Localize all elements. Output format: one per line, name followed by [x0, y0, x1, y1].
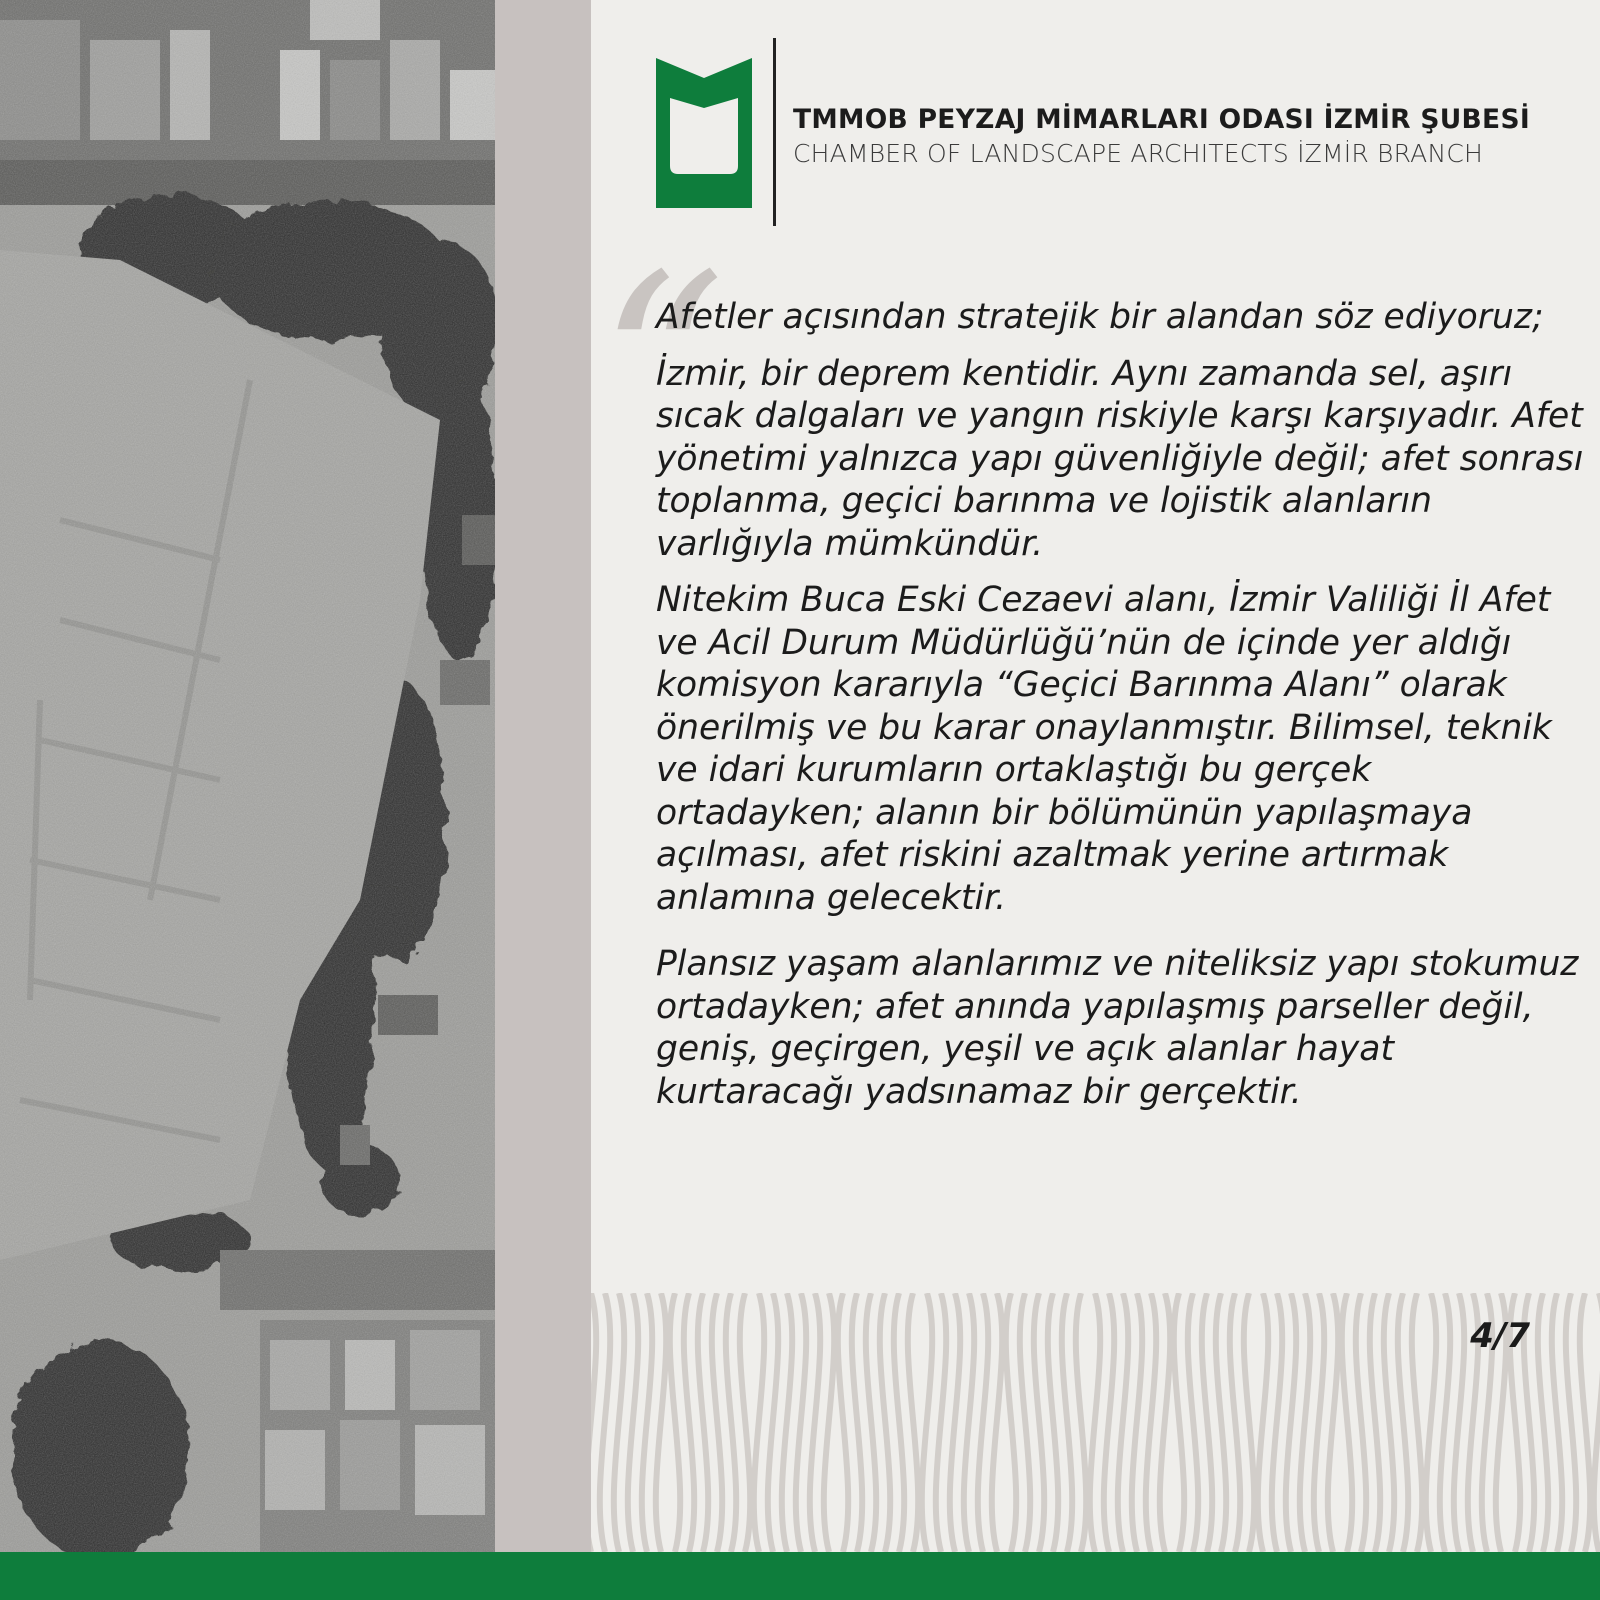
pattern-line: [1146, 1293, 1156, 1552]
pattern-line: [628, 1293, 638, 1552]
footer-bar: [0, 1552, 1600, 1600]
pattern-line: [1566, 1293, 1576, 1552]
pattern-line: [1174, 1293, 1184, 1552]
pattern-line: [852, 1293, 862, 1552]
pattern-line: [1258, 1293, 1268, 1552]
pattern-line: [591, 1293, 596, 1552]
pattern-line: [810, 1293, 820, 1552]
pattern-line: [1342, 1293, 1352, 1552]
pattern-line: [1230, 1293, 1240, 1552]
pattern-line: [1090, 1293, 1100, 1552]
pattern-line: [642, 1293, 652, 1552]
pattern-line: [754, 1293, 764, 1552]
pattern-line: [1062, 1293, 1072, 1552]
pattern-line: [1272, 1293, 1282, 1552]
header-divider: [773, 38, 776, 226]
aerial-photo: [0, 0, 495, 1552]
pattern-line: [684, 1293, 694, 1552]
paragraph-4: Plansız yaşam alanlarımız ve niteliksiz yapı stokumuz ortadayken; afet anında yapılaşmış parseller değil, geniş, geçirgen, yeşil ve açık alanlar hayat kurtaracağı yadsınamaz bir gerçektir.: [656, 944, 1579, 1112]
pattern-line: [1048, 1293, 1058, 1552]
pattern-line: [1160, 1293, 1170, 1552]
pattern-line: [936, 1293, 946, 1552]
pattern-line: [894, 1293, 904, 1552]
pattern-line: [1580, 1293, 1590, 1552]
pattern-line: [1398, 1293, 1408, 1552]
pattern-line: [600, 1293, 610, 1552]
pattern-line: [1216, 1293, 1226, 1552]
pattern-line: [712, 1293, 722, 1552]
pattern-line: [1356, 1293, 1366, 1552]
quote-mark-icon: “: [598, 221, 726, 512]
pattern-line: [614, 1293, 624, 1552]
paragraph-2: İzmir, bir deprem kentidir. Aynı zamanda sel, aşırı sıcak dalgaları ve yangın riskiyle karşı karşıyadır. Afet yönetimi yalnızca yapı güvenliğiyle değil; afet sonrası toplanma, geçici barınma ve lojistik alanların varlığıyla mümkündür.: [656, 353, 1584, 564]
pattern-line: [1328, 1293, 1338, 1552]
pattern-line: [1300, 1293, 1310, 1552]
pattern-line: [950, 1293, 960, 1552]
paragraph-1: Afetler açısından stratejik bir alandan söz ediyoruz;: [656, 297, 1544, 337]
pattern-line: [866, 1293, 876, 1552]
pattern-line: [1244, 1293, 1254, 1552]
pattern-line: [922, 1293, 932, 1552]
pattern-line: [1020, 1293, 1030, 1552]
pattern-line: [880, 1293, 890, 1552]
pattern-line: [1370, 1293, 1380, 1552]
pattern-line: [1118, 1293, 1128, 1552]
pattern-line: [824, 1293, 834, 1552]
pattern-line: [1104, 1293, 1114, 1552]
pattern-line: [782, 1293, 792, 1552]
pattern-line: [964, 1293, 974, 1552]
pattern-line: [1314, 1293, 1324, 1552]
organization-title: TMMOB PEYZAJ MİMARLARI ODASI İZMİR ŞUBESİ: [793, 104, 1530, 135]
side-strip: [495, 0, 591, 1552]
pattern-line: [1076, 1293, 1086, 1552]
pattern-line: [1286, 1293, 1296, 1552]
pattern-line: [726, 1293, 736, 1552]
paragraph-3: Nitekim Buca Eski Cezaevi alanı, İzmir Valiliği İl Afet ve Acil Durum Müdürlüğü’nün de içinde yer aldığı komisyon kararıyla “Geçici Barınma Alanı” olarak önerilmiş ve bu karar onaylanmıştır. Bilimsel, teknik ve idari kurumların ortaklaştığı bu gerçek ortadayken; alanın bir bölümünün yapılaşmaya açılması, afet riskini azaltmak yerine artırmak anlamına gelecektir.: [656, 580, 1552, 918]
pattern-line: [768, 1293, 778, 1552]
pattern-line: [1202, 1293, 1212, 1552]
pattern-line: [698, 1293, 708, 1552]
pattern-line: [838, 1293, 848, 1552]
pattern-line: [1412, 1293, 1422, 1552]
pattern-line: [1384, 1293, 1394, 1552]
pattern-line: [1132, 1293, 1142, 1552]
pattern-line: [656, 1293, 666, 1552]
page-number: 4/7: [1470, 1316, 1530, 1356]
pattern-line: [670, 1293, 680, 1552]
pattern-line: [1552, 1293, 1562, 1552]
quote-body: [656, 296, 1586, 1132]
pattern-line: [1034, 1293, 1044, 1552]
pattern-line: [1538, 1293, 1548, 1552]
pattern-line: [1594, 1293, 1600, 1552]
pattern-line: [1426, 1293, 1436, 1552]
pattern-line: [1006, 1293, 1016, 1552]
pattern-line: [992, 1293, 1002, 1552]
pattern-line: [978, 1293, 988, 1552]
pattern-line: [908, 1293, 918, 1552]
pattern-line: [1188, 1293, 1198, 1552]
bookmark-logo-icon: [656, 56, 752, 208]
pattern-line: [796, 1293, 806, 1552]
organization-subtitle: CHAMBER OF LANDSCAPE ARCHITECTS İZMİR BRANCH: [793, 139, 1484, 168]
pattern-line: [740, 1293, 750, 1552]
